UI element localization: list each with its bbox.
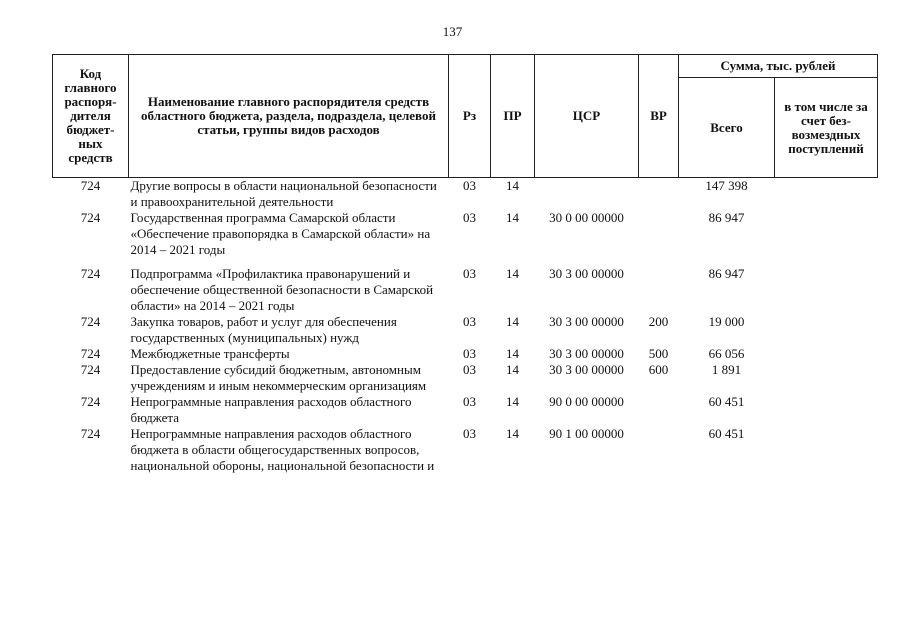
row-grants <box>775 178 878 211</box>
page-number: 137 <box>442 24 463 39</box>
row-code: 724 <box>80 266 101 281</box>
row-rz: 03 <box>463 210 476 225</box>
row-code: 724 <box>80 346 101 361</box>
row-grants <box>775 266 878 314</box>
header-code: Код главного распоря- дителя бюджет- ных средств <box>53 55 129 178</box>
row-total: 60 451 <box>708 394 745 409</box>
row-rz: 03 <box>463 362 476 377</box>
row-rz: 03 <box>463 178 476 193</box>
row-grants <box>775 426 878 474</box>
row-code: 724 <box>80 210 101 225</box>
row-grants <box>775 362 878 394</box>
row-total: 19 000 <box>708 314 745 329</box>
row-rz: 03 <box>463 266 476 281</box>
row-pr: 14 <box>506 362 519 377</box>
row-code: 724 <box>80 178 101 193</box>
row-vr: 200 <box>648 314 669 329</box>
header-grants: в том числе за счет без-возмездных поступлений <box>775 78 878 178</box>
row-name: Предоставление субсидий бюджетным, автономным учреждениям и иным некоммерческим организациям <box>130 362 427 393</box>
table-row <box>53 210 878 258</box>
row-csr: 30 3 00 00000 <box>549 266 624 281</box>
header-rz: Рз <box>449 55 491 178</box>
row-name: Межбюджетные трансферты <box>130 346 290 361</box>
row-csr <box>535 178 639 211</box>
row-name: Подпрограмма «Профилактика правонарушений и обеспечение общественной безопасности в Самарской области» на 2014 – 2021 годы <box>130 266 434 313</box>
row-rz: 03 <box>463 394 476 409</box>
row-pr: 14 <box>506 426 519 441</box>
row-code: 724 <box>80 426 101 441</box>
header-name: Наименование главного распорядителя средств областного бюджета, раздела, подраздела, целевой статьи, группы видов расходов <box>129 55 449 178</box>
header-sum: Сумма, тыс. рублей <box>679 55 878 78</box>
table-row <box>53 346 878 362</box>
header-total: Всего <box>679 78 775 178</box>
row-name: Государственная программа Самарской области «Обеспечение правопорядка в Самарской области» на 2014 – 2021 годы <box>130 210 431 257</box>
row-vr <box>639 426 679 474</box>
row-vr <box>639 178 679 211</box>
budget-table <box>52 54 878 474</box>
row-name: Закупка товаров, работ и услуг для обеспечения государственных (муниципальных) нужд <box>130 314 397 345</box>
table-row <box>53 362 878 394</box>
row-grants <box>775 210 878 258</box>
row-csr: 30 3 00 00000 <box>549 362 624 377</box>
header-pr: ПР <box>491 55 535 178</box>
row-total: 66 056 <box>708 346 745 361</box>
row-rz: 03 <box>463 426 476 441</box>
row-vr: 500 <box>648 346 669 361</box>
row-csr: 30 3 00 00000 <box>549 346 624 361</box>
row-total: 86 947 <box>708 210 745 225</box>
row-vr <box>639 394 679 426</box>
row-spacer <box>53 258 878 266</box>
row-name: Другие вопросы в области национальной безопасности и правоохранительной деятельности <box>130 178 437 209</box>
row-pr: 14 <box>506 210 519 225</box>
row-name: Непрограммные направления расходов областного бюджета <box>130 394 412 425</box>
row-total: 60 451 <box>708 426 745 441</box>
row-total: 86 947 <box>708 266 745 281</box>
table-row <box>53 178 878 211</box>
row-rz: 03 <box>463 314 476 329</box>
row-name: Непрограммные направления расходов областного бюджета в области общегосударственных вопросов, национальной обороны, национальной безопасности и <box>130 426 435 473</box>
row-pr: 14 <box>506 394 519 409</box>
row-vr <box>639 210 679 258</box>
row-total: 1 891 <box>711 362 742 377</box>
row-grants <box>775 314 878 346</box>
row-csr: 30 0 00 00000 <box>549 210 624 225</box>
row-pr: 14 <box>506 346 519 361</box>
row-rz: 03 <box>463 346 476 361</box>
table-row <box>53 394 878 426</box>
table-row <box>53 426 878 474</box>
row-pr: 14 <box>506 314 519 329</box>
table-header <box>53 55 878 178</box>
header-vr: ВР <box>639 55 679 178</box>
row-grants <box>775 346 878 362</box>
row-vr <box>639 266 679 314</box>
table-row <box>53 314 878 346</box>
header-csr: ЦСР <box>535 55 639 178</box>
row-pr: 14 <box>506 178 519 193</box>
row-pr: 14 <box>506 266 519 281</box>
row-csr: 90 0 00 00000 <box>549 394 624 409</box>
row-code: 724 <box>80 314 101 329</box>
row-grants <box>775 394 878 426</box>
table-row <box>53 266 878 314</box>
row-csr: 30 3 00 00000 <box>549 314 624 329</box>
row-csr: 90 1 00 00000 <box>549 426 624 441</box>
row-vr: 600 <box>648 362 669 377</box>
row-code: 724 <box>80 362 101 377</box>
row-code: 724 <box>80 394 101 409</box>
row-total: 147 398 <box>705 178 748 193</box>
